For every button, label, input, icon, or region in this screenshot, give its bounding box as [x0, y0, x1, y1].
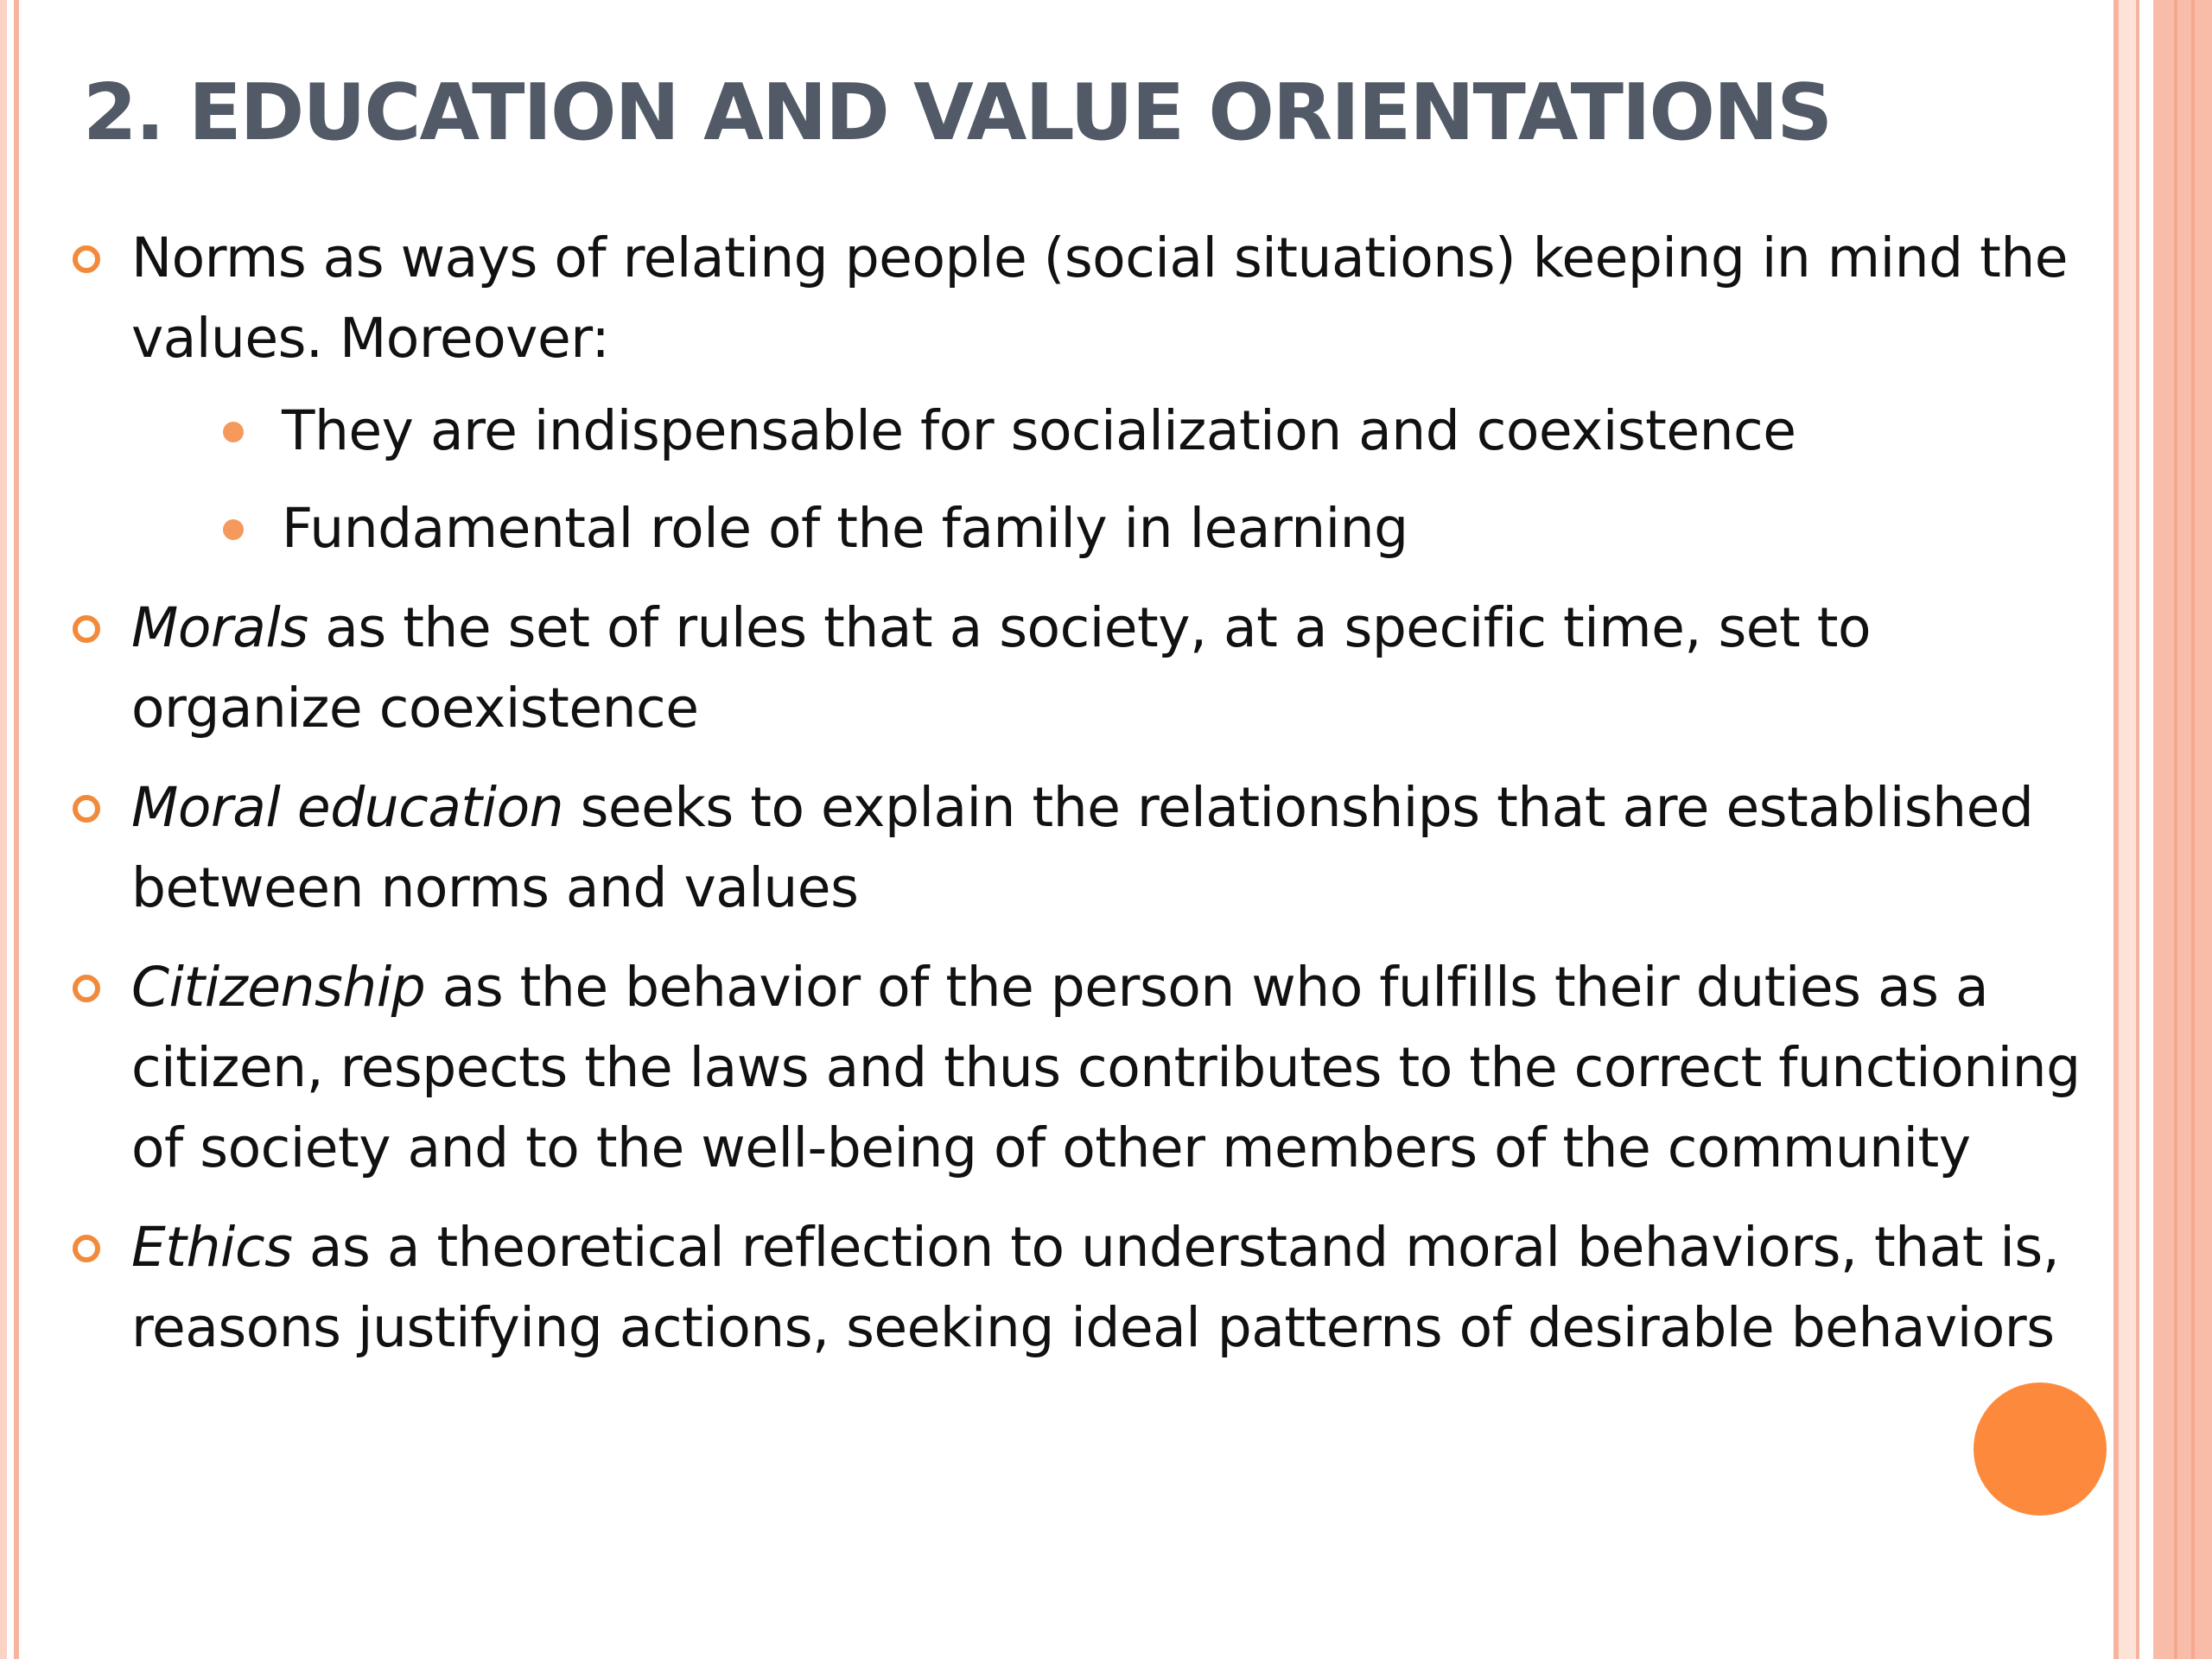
bullet-list	[69, 218, 2117, 1387]
ring-bullet-icon	[73, 1235, 100, 1262]
sub-bullet-text: They are indispensable for socialization and coexistence	[282, 399, 1796, 462]
ring-bullet-icon	[73, 615, 100, 643]
sub-bullet-list	[131, 391, 2117, 569]
bullet-text: Norms as ways of relating people (social situations) keeping in mind the values. Moreover:	[131, 226, 2069, 370]
right-frame-band	[2153, 0, 2212, 1659]
bullet-emphasis: Moral education	[131, 776, 564, 839]
bullet-item	[69, 588, 2117, 748]
right-frame-band	[2119, 0, 2136, 1659]
right-frame-stripe	[2191, 0, 2195, 1659]
bullet-emphasis: Citizenship	[131, 956, 426, 1019]
right-frame-gap	[2139, 0, 2153, 1659]
ring-bullet-icon	[73, 975, 100, 1002]
dot-bullet-icon	[223, 422, 244, 442]
left-frame-line	[14, 0, 19, 1659]
dot-bullet-icon	[223, 519, 244, 540]
bullet-emphasis: Morals	[131, 596, 308, 659]
bullet-item	[69, 1207, 2117, 1368]
slide-title: 2. EDUCATION AND VALUE ORIENTATIONS	[83, 67, 1832, 158]
right-frame-stripe	[2174, 0, 2177, 1659]
sub-bullet-text: Fundamental role of the family in learning	[282, 497, 1408, 560]
bullet-item	[69, 767, 2117, 928]
bullet-text: seeks to explain the relationships that are established between norms and values	[131, 776, 2034, 919]
decorative-circle	[1974, 1382, 2107, 1516]
ring-bullet-icon	[73, 795, 100, 823]
left-frame-line	[0, 0, 7, 1659]
bullet-text: as the set of rules that a society, at a specific time, set to organize coexistence	[131, 596, 1872, 740]
sub-bullet-item	[131, 391, 2117, 471]
bullet-emphasis: Ethics	[131, 1216, 293, 1279]
ring-bullet-icon	[73, 245, 100, 273]
bullet-text: as a theoretical reflection to understand moral behaviors, that is, reasons justifying actions, seeking ideal patterns of desirable behaviors	[131, 1216, 2060, 1359]
sub-bullet-item	[131, 488, 2117, 569]
bullet-text: as the behavior of the person who fulfills their duties as a citizen, respects the laws and thus contributes to the correct functioning of society and to the well-being of other members of the community	[131, 956, 2081, 1179]
bullet-item	[69, 218, 2117, 569]
bullet-item	[69, 947, 2117, 1188]
